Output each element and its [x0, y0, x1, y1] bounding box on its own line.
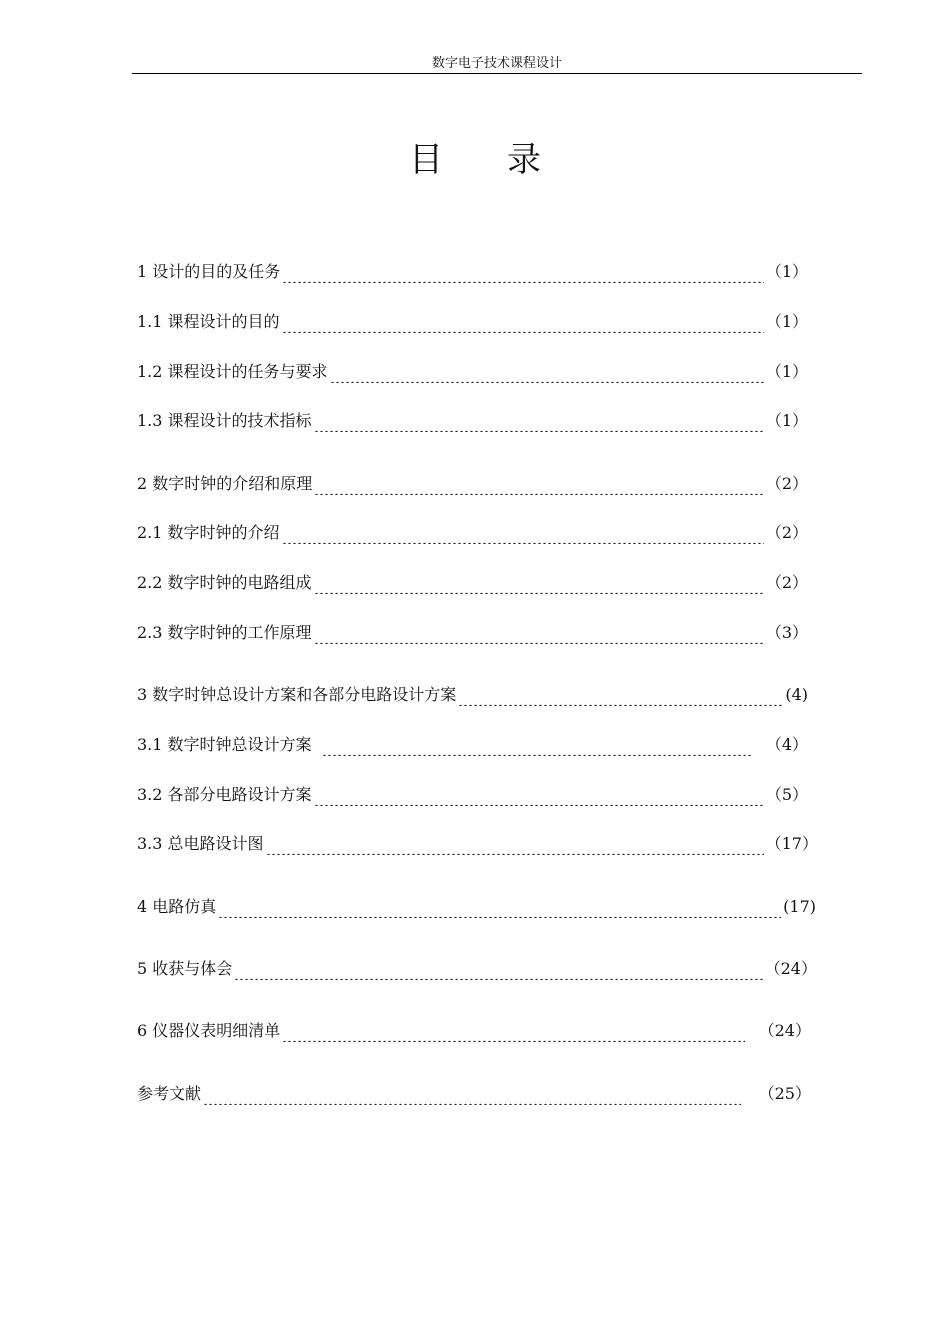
toc-dot-leader	[234, 958, 762, 980]
toc-dot-leader	[330, 361, 764, 383]
toc-entry[interactable]	[137, 1083, 811, 1105]
toc-entry[interactable]	[137, 410, 808, 432]
toc-entry[interactable]	[137, 684, 808, 706]
toc-entry-page: （24）	[764, 959, 817, 978]
toc-entry-label: 3 数字时钟总设计方案和各部分电路设计方案	[137, 685, 457, 704]
toc-entry[interactable]	[137, 473, 808, 495]
toc-entry-page: （17）	[765, 834, 818, 853]
toc-entry-label: 1.3 课程设计的技术指标	[137, 411, 312, 430]
toc-entry[interactable]	[137, 522, 808, 544]
toc-entry[interactable]	[137, 622, 808, 644]
toc-entry-label: 2.3 数字时钟的工作原理	[137, 623, 312, 642]
toc-entry-page: （25）	[758, 1084, 811, 1103]
page-title: 目录	[409, 140, 605, 180]
toc-entry-page: (17)	[783, 897, 816, 916]
toc-entry[interactable]	[137, 361, 808, 383]
running-header: 数字电子技术课程设计	[431, 56, 562, 71]
header-rule	[132, 73, 862, 74]
toc-entry-label: 6 仪器仪表明细清单	[137, 1021, 281, 1040]
toc-dot-leader	[314, 473, 764, 495]
toc-entry-label: 参考文献	[137, 1084, 202, 1103]
toc-dot-leader	[314, 622, 764, 644]
toc-dot-leader	[322, 734, 752, 756]
toc-entry[interactable]	[137, 896, 816, 918]
toc-dot-leader	[266, 833, 764, 855]
toc-entry-page: (4)	[785, 685, 808, 704]
toc-dot-leader	[314, 784, 764, 806]
toc-entry-label: 4 电路仿真	[137, 897, 217, 916]
toc-dot-leader	[218, 896, 781, 918]
toc-dot-leader	[282, 522, 764, 544]
toc-entry-label: 3.3 总电路设计图	[137, 834, 264, 853]
toc-entry-page: （5）	[765, 785, 808, 804]
toc-dot-leader	[314, 410, 764, 432]
toc-entry-label: 2.1 数字时钟的介绍	[137, 523, 280, 542]
toc-dot-leader	[282, 1020, 744, 1042]
toc-dot-leader	[282, 261, 764, 283]
toc-dot-leader	[282, 311, 764, 333]
toc-entry-label: 2 数字时钟的介绍和原理	[137, 474, 313, 493]
toc-entry-page: （2）	[765, 474, 808, 493]
toc-entry-page: （1）	[765, 362, 808, 381]
toc-entry-label: 5 收获与体会	[137, 959, 233, 978]
toc-entry-label: 3.1 数字时钟总设计方案	[137, 735, 312, 754]
toc-entry[interactable]	[137, 1020, 811, 1042]
toc-entry[interactable]	[137, 833, 818, 855]
toc-entry-page: （1）	[765, 262, 808, 281]
toc-entry-label: 1.2 课程设计的任务与要求	[137, 362, 328, 381]
toc-entry-page: （2）	[765, 523, 808, 542]
toc-entry-label: 1.1 课程设计的目的	[137, 312, 280, 331]
toc-entry-page: （3）	[765, 623, 808, 642]
toc-dot-leader	[203, 1083, 741, 1105]
toc-entry[interactable]	[137, 572, 808, 594]
toc-dot-leader	[458, 684, 783, 706]
toc-dot-leader	[314, 572, 764, 594]
toc-entry[interactable]	[137, 734, 808, 756]
toc-entry-page: （24）	[758, 1021, 811, 1040]
toc-entry-label: 2.2 数字时钟的电路组成	[137, 573, 312, 592]
toc-entry[interactable]	[137, 784, 808, 806]
toc-entry-page: （1）	[765, 411, 808, 430]
toc-entry-label: 3.2 各部分电路设计方案	[137, 785, 312, 804]
toc-entry[interactable]	[137, 261, 808, 283]
toc-entry[interactable]	[137, 958, 817, 980]
toc-entry-page: （2）	[765, 573, 808, 592]
toc-entry[interactable]	[137, 311, 808, 333]
toc-entry-label: 1 设计的目的及任务	[137, 262, 281, 281]
toc-entry-page: （1）	[765, 312, 808, 331]
toc-entry-page: （4）	[765, 735, 808, 754]
